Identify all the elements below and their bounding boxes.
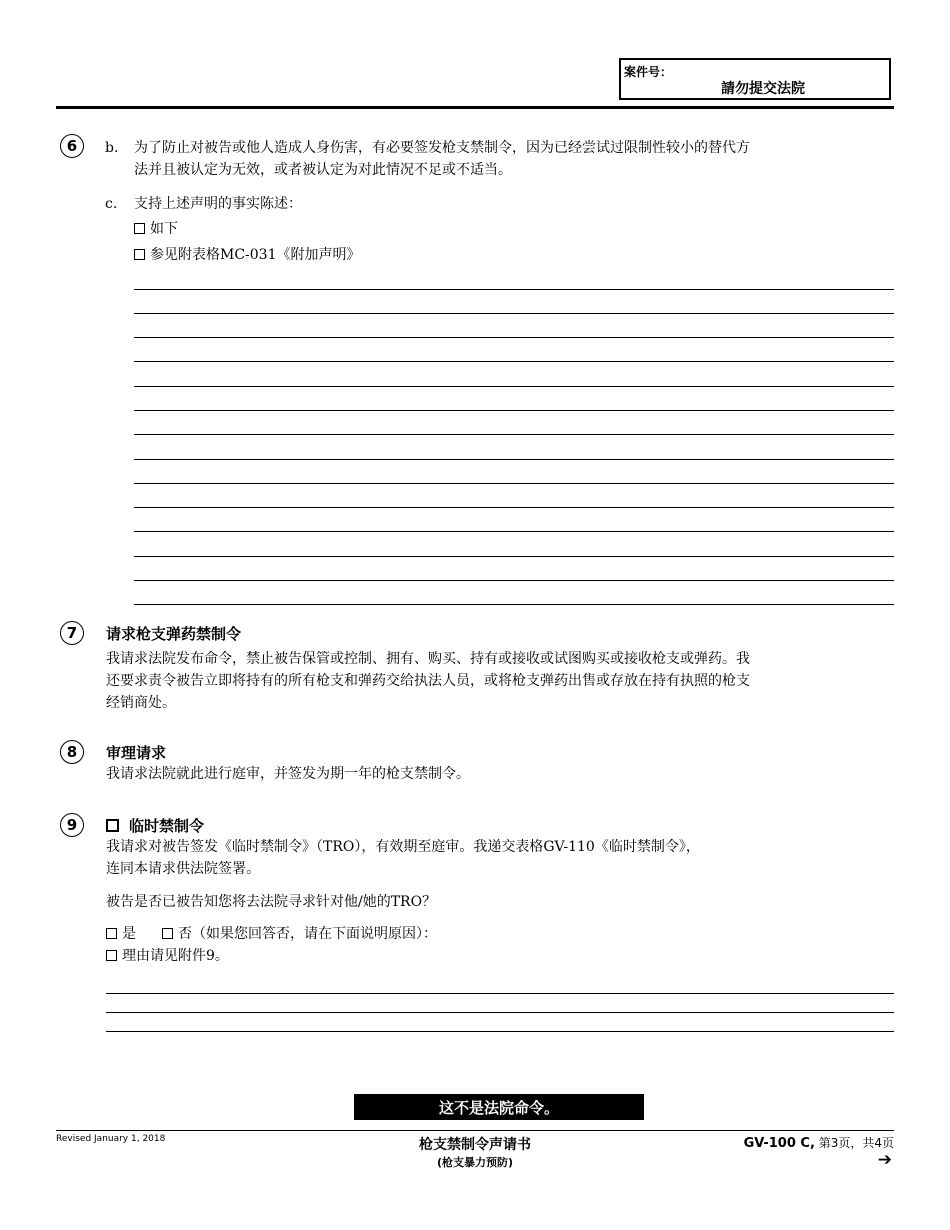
writing-line bbox=[106, 993, 894, 994]
writing-line bbox=[134, 459, 894, 460]
section-8-title: 审理请求 bbox=[106, 744, 167, 762]
checkbox-temporary-order[interactable] bbox=[106, 819, 119, 832]
option-as-follows[interactable] bbox=[134, 218, 178, 240]
item-b-line-2: 法并且被认定为无效，或者被认定为对此情况不足或不适当。 bbox=[134, 162, 512, 178]
answer-yes[interactable] bbox=[106, 923, 136, 945]
writing-line bbox=[134, 531, 894, 532]
form-code: GV-100 C, bbox=[743, 1136, 815, 1151]
answer-no[interactable] bbox=[162, 923, 437, 945]
option-as-follows-label: 如下 bbox=[150, 221, 178, 237]
page-info: 第3页，共4页 bbox=[818, 1136, 894, 1150]
section-8-number: 8 bbox=[60, 740, 84, 764]
footer-divider bbox=[56, 1130, 894, 1131]
section-9-question: 被告是否已被告知您将去法院寻求针对他/她的TRO？ bbox=[106, 894, 437, 910]
not-court-order-notice: 这不是法院命令。 bbox=[354, 1094, 644, 1120]
checkbox-as-follows[interactable] bbox=[134, 223, 145, 234]
answer-no-label: 否（如果您回答否，请在下面说明原因）： bbox=[178, 926, 437, 942]
item-b-line-1: 为了防止对被告或他人造成人身伤害，有必要签发枪支禁制令，因为已经尝试过限制性较小的替代方 bbox=[134, 140, 750, 156]
writing-line bbox=[134, 507, 894, 508]
section-6-number: 6 bbox=[60, 134, 84, 158]
case-number-value: 請勿提交法院 bbox=[721, 81, 805, 97]
case-number-box[interactable] bbox=[619, 58, 891, 100]
section-8-line-1: 我请求法院就此进行庭审，并签发为期一年的枪支禁制令。 bbox=[106, 766, 470, 782]
checkbox-yes[interactable] bbox=[106, 928, 117, 939]
item-b-letter: b. bbox=[105, 140, 119, 156]
item-c-text: 支持上述声明的事实陈述： bbox=[134, 196, 302, 212]
writing-line bbox=[134, 386, 894, 387]
section-9-number: 9 bbox=[60, 813, 84, 837]
checkbox-no[interactable] bbox=[162, 928, 173, 939]
section-9-line-2: 连同本请求供法院签署。 bbox=[106, 861, 260, 877]
writing-line bbox=[134, 289, 894, 290]
writing-line bbox=[134, 556, 894, 557]
writing-line bbox=[106, 1031, 894, 1032]
form-subtitle: (枪支暴力预防) bbox=[436, 1156, 514, 1169]
checkbox-attachment-mc031[interactable] bbox=[134, 249, 145, 260]
section-7-title: 请求枪支弹药禁制令 bbox=[106, 625, 242, 643]
item-c-letter: c. bbox=[105, 196, 118, 212]
next-page-arrow-icon[interactable]: ➔ bbox=[877, 1150, 892, 1170]
section-7-line-1: 我请求法院发布命令，禁止被告保管或控制、拥有、购买、持有或接收或试图购买或接收枪支或弹药。我 bbox=[106, 651, 750, 667]
section-9-line-1: 我请求对被告签发《临时禁制令》（TRO），有效期至庭审。我递交表格GV-110《临时禁制令》， bbox=[106, 839, 700, 855]
case-number-label: 案件号： bbox=[624, 65, 673, 79]
option-attachment-mc031[interactable] bbox=[134, 244, 361, 266]
writing-line bbox=[134, 313, 894, 314]
option-attachment-9[interactable] bbox=[106, 945, 229, 967]
section-9-title: 临时禁制令 bbox=[129, 817, 205, 835]
form-title: 枪支禁制令声请书 bbox=[419, 1137, 531, 1153]
section-7-line-2: 还要求责令被告立即将持有的所有枪支和弹药交给执法人员，或将枪支弹药出售或存放在持有执照的枪支 bbox=[106, 673, 750, 689]
section-9-title-row[interactable] bbox=[106, 815, 204, 836]
checkbox-attachment-9[interactable] bbox=[106, 950, 117, 961]
writing-line bbox=[106, 1012, 894, 1013]
section-7-number: 7 bbox=[60, 621, 84, 645]
writing-line bbox=[134, 483, 894, 484]
form-id bbox=[744, 1134, 894, 1151]
answer-yes-label: 是 bbox=[122, 926, 136, 942]
writing-line bbox=[134, 580, 894, 581]
writing-line bbox=[134, 337, 894, 338]
writing-line bbox=[134, 361, 894, 362]
option-attachment-mc031-label: 参见附表格MC-031《附加声明》 bbox=[150, 247, 361, 263]
writing-line bbox=[134, 410, 894, 411]
revised-date: Revised January 1, 2018 bbox=[56, 1134, 166, 1144]
option-attachment-9-label: 理由请见附件9。 bbox=[122, 948, 229, 964]
section-7-line-3: 经销商处。 bbox=[106, 695, 176, 711]
writing-line bbox=[134, 434, 894, 435]
header-divider bbox=[56, 106, 894, 109]
writing-line bbox=[134, 604, 894, 605]
